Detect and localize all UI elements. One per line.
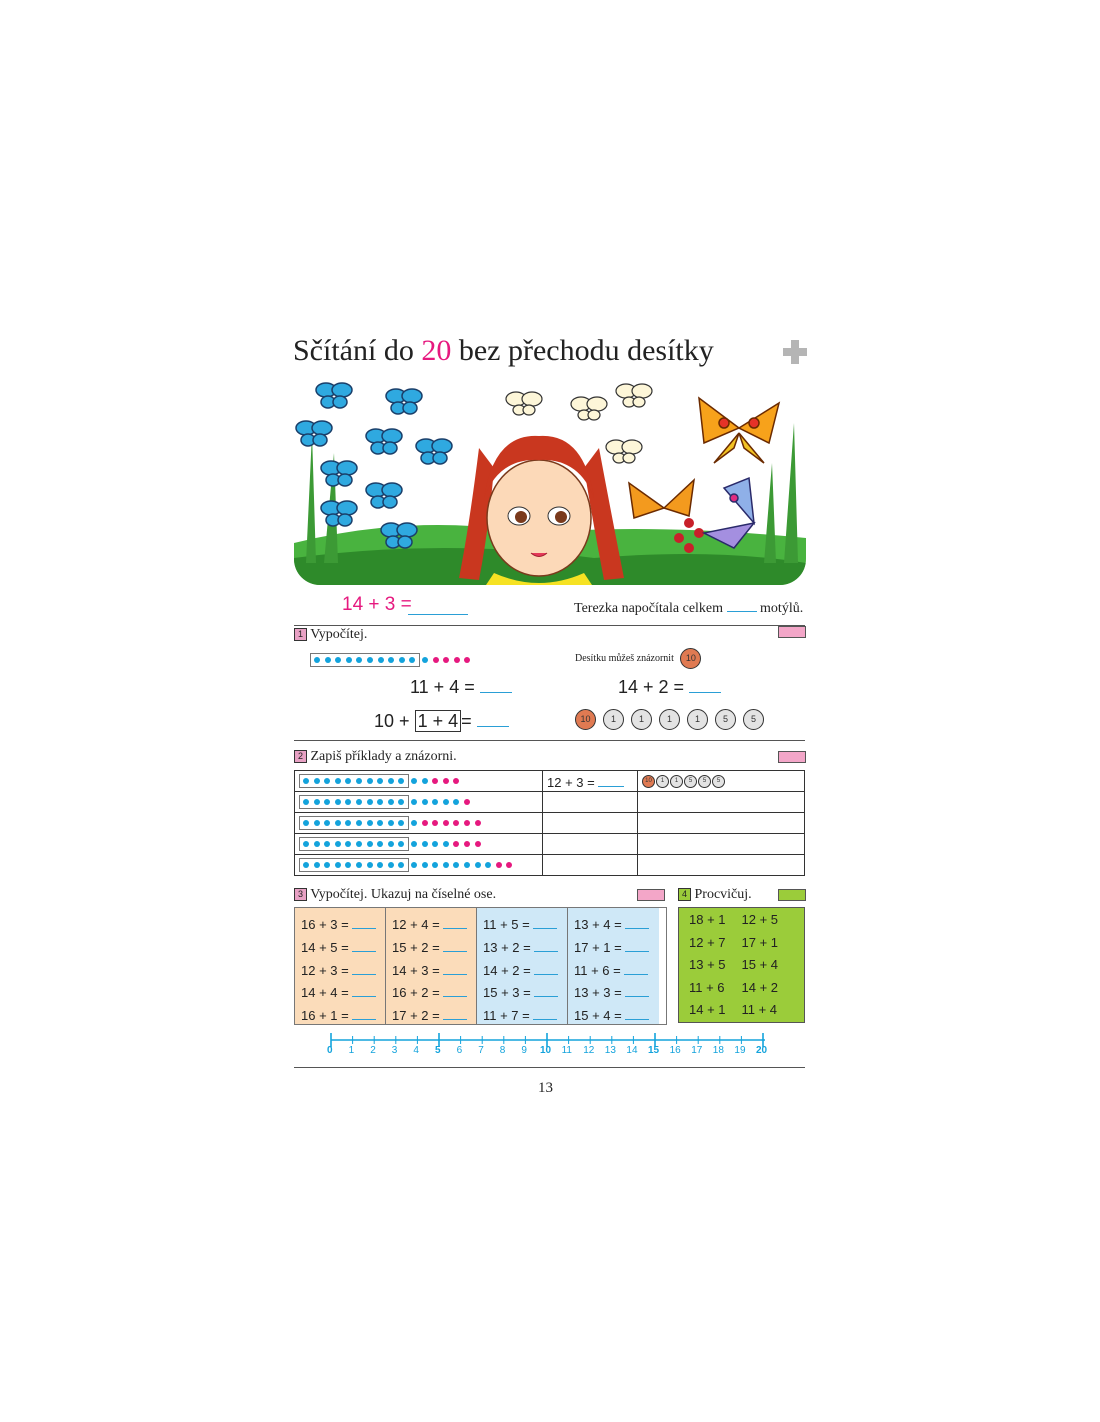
ten-coin-icon: 10 xyxy=(642,775,655,788)
exercise-number: 2 xyxy=(294,750,307,763)
equation-answer-cell[interactable] xyxy=(543,834,638,855)
number-line-label: 14 xyxy=(626,1045,638,1056)
one-coin-icon: 1 xyxy=(670,775,683,788)
exercise-3-column xyxy=(386,908,477,1024)
answer-blank[interactable] xyxy=(352,980,376,997)
exercise-3-item: 14 + 3 = xyxy=(392,958,476,981)
dots-illustration xyxy=(310,651,473,669)
exercise-number: 1 xyxy=(294,628,307,641)
ten-dot-group xyxy=(310,653,420,667)
title-number: 20 xyxy=(421,334,452,367)
difficulty-marker xyxy=(778,889,806,901)
coins-answer-cell[interactable] xyxy=(638,834,805,855)
ex1-equation-2: 14 + 2 = xyxy=(618,676,721,698)
answer-blank[interactable] xyxy=(625,935,649,952)
coins-answer-cell[interactable] xyxy=(638,792,805,813)
ex1-equation-3: 10 + 1 + 4 = xyxy=(374,710,509,732)
exercise-4-item: 12 + 5 xyxy=(741,912,779,927)
number-line-label: 20 xyxy=(756,1045,768,1056)
answer-blank[interactable] xyxy=(443,980,467,997)
five-coin-icon: 5 xyxy=(715,709,736,730)
difficulty-marker xyxy=(778,751,806,763)
exercise-3-item: 13 + 2 = xyxy=(483,935,567,958)
exercise-3-item: 16 + 3 = xyxy=(301,912,385,935)
exercise-3-item: 16 + 1 = xyxy=(301,1003,385,1026)
answer-blank[interactable] xyxy=(533,912,557,929)
answer-blank[interactable] xyxy=(625,980,649,997)
exercise-3-item: 17 + 1 = xyxy=(574,935,659,958)
number-line-label: 6 xyxy=(456,1045,463,1056)
difficulty-marker xyxy=(778,626,806,638)
exercise-4-item: 17 + 1 xyxy=(741,934,779,950)
five-coin-icon: 5 xyxy=(743,709,764,730)
exercise-2-heading: 2 Zapiš příklady a znázorni. xyxy=(294,749,457,765)
number-line-label: 4 xyxy=(413,1045,419,1056)
dots-cell xyxy=(295,855,543,876)
divider xyxy=(294,1067,805,1068)
ex1-answer-2[interactable] xyxy=(689,676,721,693)
exercise-3-column xyxy=(568,908,659,1024)
divider xyxy=(294,625,805,626)
exercise-4-item: 14 + 1 xyxy=(689,1002,726,1018)
exercise-3-item: 13 + 3 = xyxy=(574,980,659,1003)
exercise-2-table xyxy=(294,770,805,876)
one-coin-icon: 1 xyxy=(659,709,680,730)
one-coin-icon: 1 xyxy=(687,709,708,730)
number-line-label: 19 xyxy=(734,1045,746,1056)
exercise-3-item: 14 + 4 = xyxy=(301,980,385,1003)
hint-text: Desítku můžeš znázornit 10 xyxy=(575,648,704,669)
intro-sentence: Terezka napočítala celkem motýlů. xyxy=(574,601,804,616)
dots-cell xyxy=(295,813,543,834)
illustration-girl-butterflies xyxy=(294,373,806,585)
number-line-label: 16 xyxy=(669,1045,681,1056)
dots-cell xyxy=(295,771,543,792)
number-line-label: 5 xyxy=(435,1045,441,1056)
exercise-4-item: 18 + 1 xyxy=(689,912,726,927)
exercise-4-item: 11 + 4 xyxy=(741,1002,778,1018)
answer-blank[interactable] xyxy=(352,912,376,929)
answer-blank[interactable] xyxy=(624,958,648,975)
exercise-3-item: 13 + 4 = xyxy=(574,912,659,935)
exercise-3-item: 14 + 5 = xyxy=(301,935,385,958)
answer-blank[interactable] xyxy=(625,1003,649,1020)
number-line-label: 11 xyxy=(561,1045,572,1056)
exercise-3-column xyxy=(477,908,568,1024)
exercise-3-item: 12 + 3 = xyxy=(301,958,385,981)
exercise-4-heading: 4 Procvičuj. xyxy=(678,887,752,903)
divider xyxy=(294,740,805,741)
answer-blank[interactable] xyxy=(625,912,649,929)
number-line-label: 18 xyxy=(712,1045,724,1056)
page-number: 13 xyxy=(538,1080,553,1096)
number-line-label: 12 xyxy=(583,1045,595,1056)
exercise-4-item: 15 + 4 xyxy=(741,957,779,973)
exercise-3-item: 17 + 2 = xyxy=(392,1003,476,1026)
five-coin-icon: 5 xyxy=(684,775,697,788)
answer-blank[interactable] xyxy=(534,980,558,997)
number-line-label: 2 xyxy=(370,1045,376,1056)
exercise-1-heading: 1 Vypočítej. xyxy=(294,627,367,643)
number-line-label: 9 xyxy=(521,1045,527,1056)
answer-blank[interactable] xyxy=(443,1003,467,1020)
dots-cell xyxy=(295,792,543,813)
answer-blank[interactable] xyxy=(352,935,376,952)
number-line-label: 0 xyxy=(327,1045,333,1056)
ten-coin-icon: 10 xyxy=(680,648,701,669)
number-line-label: 8 xyxy=(499,1045,506,1056)
coins-answer-cell[interactable] xyxy=(638,855,805,876)
five-coin-icon: 5 xyxy=(698,775,711,788)
exercise-4-item: 11 + 6 xyxy=(689,979,725,995)
number-line-label: 7 xyxy=(478,1045,484,1056)
exercise-3-column xyxy=(295,908,386,1024)
exercise-3-item: 12 + 4 = xyxy=(392,912,476,935)
exercise-3-item: 15 + 4 = xyxy=(574,1003,659,1026)
ex1-answer-1[interactable] xyxy=(480,676,512,693)
coins-answer-cell[interactable] xyxy=(638,813,805,834)
exercise-3-heading: 3 Vypočítej. Ukazuj na číselné ose. xyxy=(294,887,496,903)
example-coins-cell xyxy=(638,771,805,792)
answer-blank[interactable] xyxy=(443,935,467,952)
intro-equation: 14 + 3 = xyxy=(342,594,412,615)
coins-row xyxy=(575,709,767,730)
exercise-number: 4 xyxy=(678,888,691,901)
plus-icon xyxy=(783,340,807,364)
answer-blank[interactable] xyxy=(352,958,376,975)
difficulty-marker xyxy=(637,889,665,901)
exercise-4-grid xyxy=(678,907,805,1023)
number-line-label: 15 xyxy=(648,1045,660,1056)
answer-blank[interactable] xyxy=(533,1003,557,1020)
butterfly-count-blank[interactable] xyxy=(727,600,757,612)
one-coin-icon: 1 xyxy=(603,709,624,730)
exercise-3-item: 11 + 6 = xyxy=(574,958,659,981)
example-equation-cell: 12 + 3 = xyxy=(543,771,638,792)
equation-answer-cell[interactable] xyxy=(543,855,638,876)
number-line-label: 17 xyxy=(691,1045,703,1056)
exercise-3-item: 15 + 2 = xyxy=(392,935,476,958)
example-answer-blank[interactable] xyxy=(598,773,624,787)
ex1-answer-3[interactable] xyxy=(477,710,509,727)
number-line-label: 1 xyxy=(348,1045,355,1056)
answer-blank[interactable] xyxy=(534,935,558,952)
exercise-3-item: 15 + 3 = xyxy=(483,980,567,1003)
five-coin-icon: 5 xyxy=(712,775,725,788)
answer-blank[interactable] xyxy=(443,958,467,975)
dots-cell xyxy=(295,834,543,855)
equation-answer-cell[interactable] xyxy=(543,813,638,834)
exercise-3-item: 14 + 2 = xyxy=(483,958,567,981)
number-line-label: 3 xyxy=(391,1045,398,1056)
exercise-3-grid xyxy=(294,907,667,1025)
ten-coin-icon: 10 xyxy=(575,709,596,730)
one-coin-icon: 1 xyxy=(656,775,669,788)
number-line-label: 13 xyxy=(604,1045,616,1056)
exercise-4-item: 13 + 5 xyxy=(689,957,726,973)
ex1-equation-1: 11 + 4 = xyxy=(410,676,512,698)
intro-answer-blank[interactable] xyxy=(408,597,468,615)
exercise-3-item: 11 + 7 = xyxy=(483,1003,567,1026)
answer-blank[interactable] xyxy=(352,1003,376,1020)
exercise-number: 3 xyxy=(294,888,307,901)
equation-answer-cell[interactable] xyxy=(543,792,638,813)
exercise-4-item: 12 + 7 xyxy=(689,934,726,950)
page-title: Sčítání do 20 bez přechodu desítky xyxy=(293,334,714,367)
answer-blank[interactable] xyxy=(443,912,467,929)
exercise-4-item: 14 + 2 xyxy=(741,979,779,995)
exercise-3-item: 11 + 5 = xyxy=(483,912,567,935)
answer-blank[interactable] xyxy=(534,958,558,975)
number-line-label: 10 xyxy=(540,1045,552,1056)
one-coin-icon: 1 xyxy=(631,709,652,730)
exercise-3-item: 16 + 2 = xyxy=(392,980,476,1003)
